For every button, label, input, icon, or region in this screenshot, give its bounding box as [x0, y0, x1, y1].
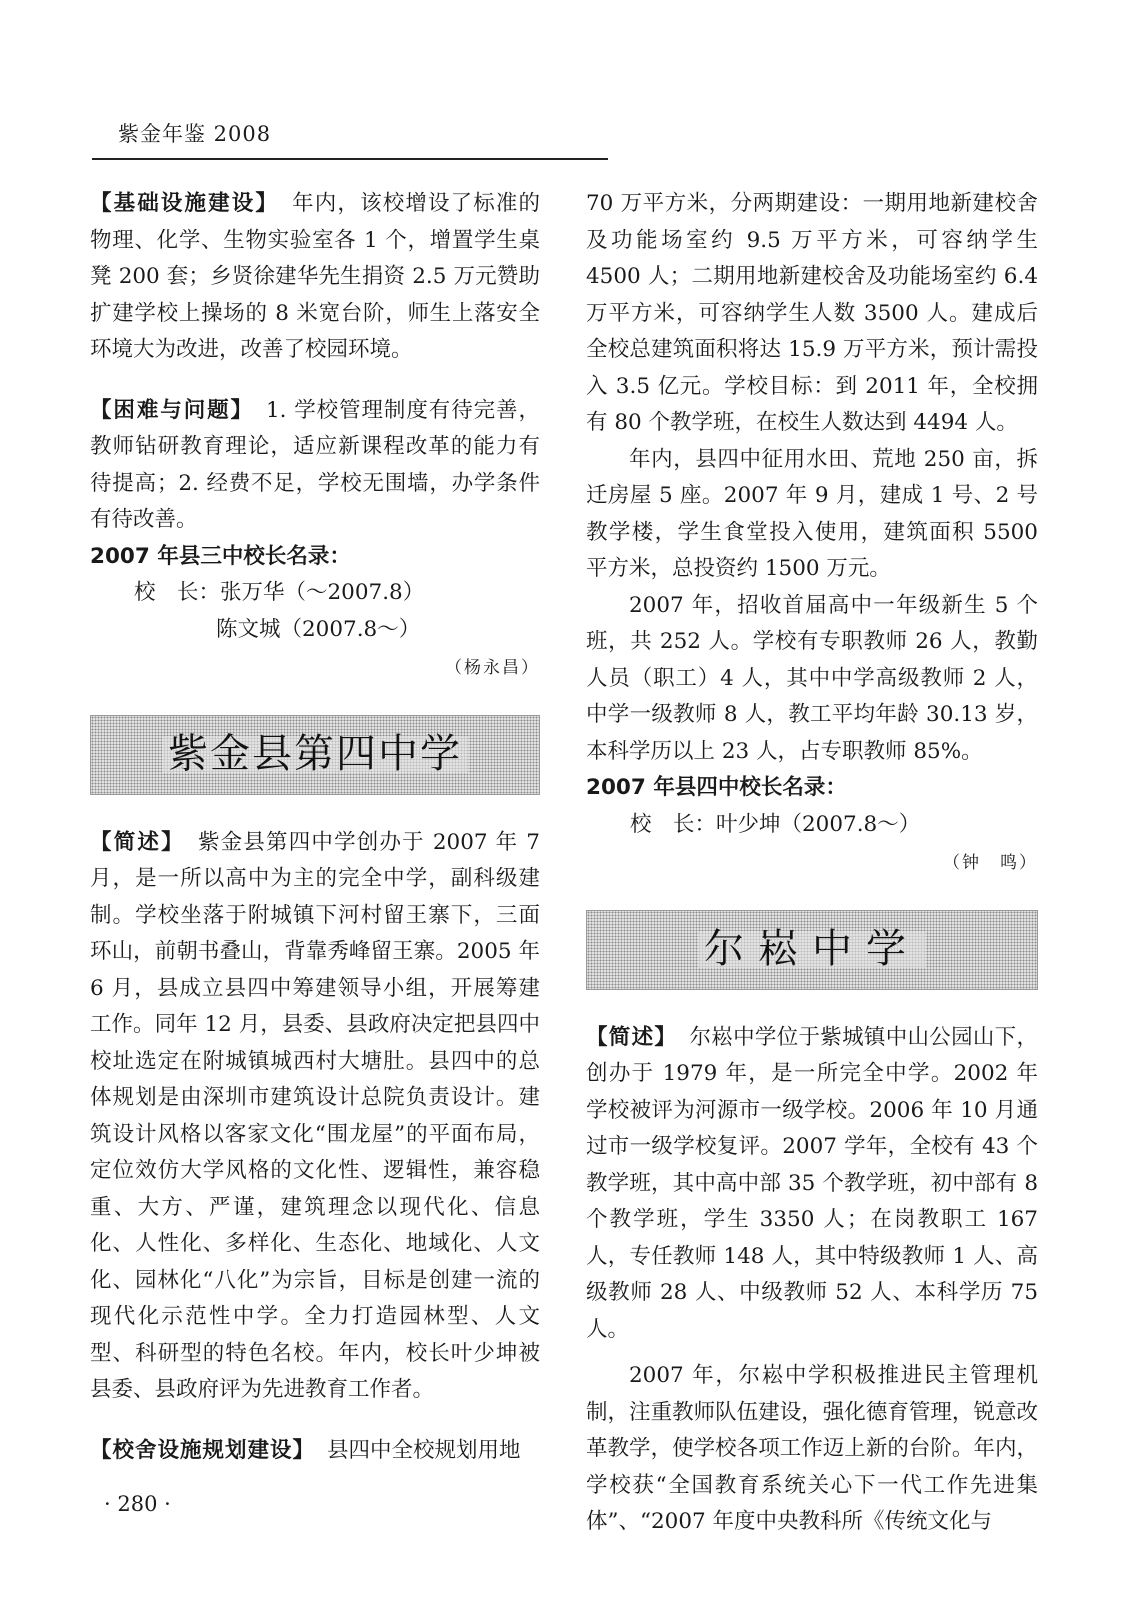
section-overview	[90, 825, 540, 1409]
right-column	[586, 186, 1038, 1541]
principal-roster-line: 陈文城（2007.8～）	[216, 616, 421, 642]
section-problems	[90, 393, 540, 539]
section-label: 【校舍设施规划建设】	[90, 1437, 316, 1463]
section-label: 【简述】	[90, 829, 185, 855]
section-label: 【困难与问题】	[90, 397, 254, 423]
school-heading: 紫金县第四中学	[162, 736, 468, 773]
section-text: 紫金县第四中学创办于 2007 年 7 月，是一所以高中为主的完全中学，副科级建制。学校坐落于附城镇下河村留王寨下，三面环山，前朝书叠山，背靠秀峰留王寨。2005 年 6 月，县成立县四中筹建领导小组，开展筹建工作。同年 12 月，县委、县政府决定把县四中校址选定在附城镇城西村大塘肚。县四中的总体规划是由深圳市建筑设计总院负责设计。建筑设计风格以客家文化“围龙屋”的平面布局，定位效仿大学风格的文化性、逻辑性，兼容稳重、大方、严谨，建筑理念以现代化、信息化、人性化、多样化、生态化、地域化、人文化、园林化“八化”为宗旨，目标是创建一流的现代化示范性中学。全力打造园林型、人文型、科研型的特色名校。年内，校长叶少坤被县委、县政府评为先进教育工作者。	[90, 829, 540, 1402]
principal-roster-line: 校 长：张万华（～2007.8）	[134, 580, 425, 605]
principal-roster-line: 校 长：叶少坤（2007.8～）	[630, 811, 921, 837]
section-overview	[586, 1020, 1038, 1349]
paragraph: 70 万平方米，分两期建设：一期用地新建校舍及功能场室约 9.5 万平方米，可容纳学生 4500 人；二期用地新建校舍及功能场室约 6.4 万平方米，可容纳学生人数 3500 人。建成后全校总建筑面积将达 15.9 万平方米，预计需投入 3.5 亿元。学校目标：到 2011 年，全校拥有 80 个教学班，在校生人数达到 4494 人。	[586, 191, 1038, 435]
principal-roster-title: 2007 年县三中校长名录：	[90, 543, 351, 569]
section-text: 尔崧中学位于紫城镇中山公园山下，创办于 1979 年，是一所完全中学。2002 年学校被评为河源市一级学校。2006 年 10 月通过市一级学校复评。2007 学年，全校有 43 个教学班，其中高中部 35 个教学班，初中部有 8 个教学班，学生 3350 人；在岗教职工 167 人，专任教师 148 人，其中特级教师 1 人、高级教师 28 人、中级教师 52 人、本科学历 75 人。	[586, 1024, 1038, 1342]
section-text: 年内，该校增设了标准的物理、化学、生物实验室各 1 个，增置学生桌凳 200 套；乡贤徐建华先生捐资 2.5 万元赞助扩建学校上操场的 8 米宽台阶，师生上落安全环境大为改进，改善了校园环境。	[90, 191, 540, 362]
school-heading-banner	[90, 715, 540, 795]
paragraph: 年内，县四中征用水田、荒地 250 亩，拆迁房屋 5 座。2007 年 9 月，建成 1 号、2 号教学楼，学生食堂投入使用，建筑面积 5500 平方米，总投资约 1500 万元。	[586, 446, 1038, 581]
section-label: 【基础设施建设】	[90, 191, 280, 216]
section-campus-planning	[90, 1433, 540, 1470]
school-heading: 尔崧中学	[698, 931, 926, 968]
section-label: 【简述】	[586, 1024, 678, 1050]
principal-roster-title: 2007 年县四中校长名录：	[586, 775, 847, 800]
running-header	[92, 112, 608, 160]
section-text: 1. 学校管理制度有待完善，教师钻研教育理论，适应新课程改革的能力有待提高；2. 经费不足，学校无围墙，办学条件有待改善。	[90, 397, 540, 532]
paragraph: 2007 年，尔崧中学积极推进民主管理机制，注重教师队伍建设，强化德育管理，锐意改革教学，使学校各项工作迈上新的台阶。年内，学校获“全国教育系统关心下一代工作先进集体”、“2007 年度中央教科所《传统文化与	[586, 1363, 1038, 1534]
page-number: · 280 ·	[104, 1492, 171, 1516]
author-credit: （钟 鸣）	[943, 853, 1038, 873]
paragraph: 2007 年，招收首届高中一年级新生 5 个班，共 252 人。学校有专职教师 26 人，教勤人员（职工）4 人，其中中学高级教师 2 人，中学一级教师 8 人，教工平均年龄 30.13 岁，本科学历以上 23 人，占专职教师 85%。	[586, 592, 1038, 764]
yearbook-title: 紫金年鉴 2008	[118, 122, 272, 146]
left-column	[90, 186, 540, 1469]
section-infrastructure	[90, 186, 540, 369]
section-text: 县四中全校规划用地	[327, 1437, 521, 1463]
school-heading-banner	[586, 910, 1038, 990]
author-credit: （杨永昌）	[445, 658, 540, 678]
